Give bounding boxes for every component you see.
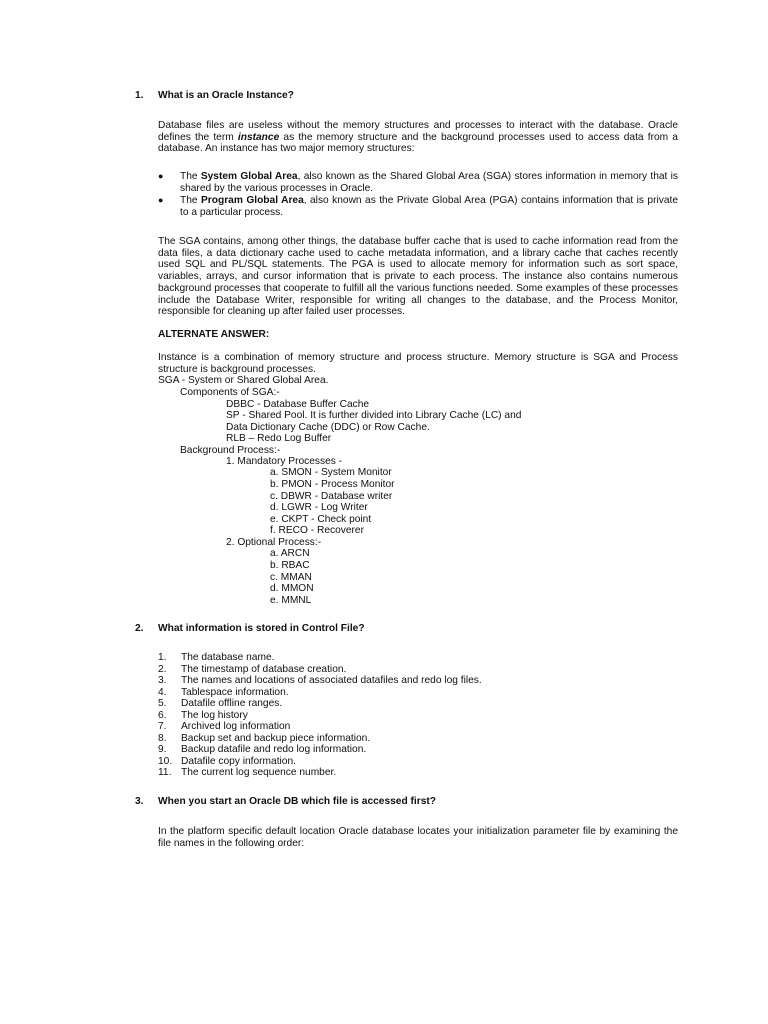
list-item (158, 698, 282, 710)
list-item (158, 652, 274, 664)
list-number: 4. (158, 687, 167, 698)
outline-line: DBBC - Database Buffer Cache (226, 399, 370, 410)
bullet-text: The (180, 171, 201, 182)
outline-line: c. DBWR - Database writer (270, 491, 393, 502)
bullet-text: , also known as the Private Global Area (PGA) contains information that is private to a particular process. (180, 195, 678, 218)
bullet-term: System Global Area (200, 171, 298, 182)
question-number: 1. (135, 90, 144, 101)
outline-line: a. ARCN (270, 548, 310, 559)
q1-intro-paragraph (158, 120, 678, 155)
list-text: The names and locations of associated datafiles and redo log files. (181, 675, 482, 686)
outline-line: Background Process:- (180, 445, 281, 456)
outline-line: f. RECO - Recoverer (270, 525, 364, 536)
question-title: When you start an Oracle DB which file is accessed first? (158, 796, 436, 807)
intro-term: instance (237, 131, 280, 143)
list-item (158, 744, 366, 756)
list-item (158, 664, 346, 676)
outline-line: b. PMON - Process Monitor (270, 479, 395, 490)
list-text: Archived log information (181, 721, 291, 732)
list-item (158, 687, 289, 699)
outline-line: 1. Mandatory Processes - (226, 456, 343, 467)
alternate-answer-heading: ALTERNATE ANSWER: (158, 329, 270, 340)
list-text: The timestamp of database creation. (181, 664, 347, 675)
bullet-text: The (180, 195, 201, 206)
bullet-term: Program Global Area (201, 195, 304, 206)
outline-line: SGA - System or Shared Global Area. (158, 375, 329, 386)
list-item (158, 710, 248, 722)
list-item (158, 756, 296, 768)
outline-line: Data Dictionary Cache (DDC) or Row Cache. (226, 422, 430, 433)
intro-text: Database files are useless without the memory structures and processes to interact with the database. Oracle defines the term (158, 120, 678, 143)
bullet-text: , also known as the Shared Global Area (SGA) stores information in memory that is shared by the various processes in Oracle. (180, 171, 678, 194)
outline-line: e. CKPT - Check point (270, 514, 372, 525)
list-number: 3. (158, 675, 167, 686)
list-text: Backup datafile and redo log information. (181, 744, 367, 755)
outline-line: RLB – Redo Log Buffer (226, 433, 332, 444)
list-item (158, 721, 290, 733)
q3-paragraph: In the platform specific default location Oracle database locates your initialization parameter file by examining the file names in the following order: (158, 826, 678, 849)
list-item (158, 675, 482, 687)
outline-line: c. MMAN (270, 572, 312, 583)
list-item (158, 733, 370, 745)
question-number: 3. (135, 796, 144, 807)
list-text: Datafile copy information. (181, 756, 296, 767)
list-number: 10. (158, 756, 173, 767)
list-number: 5. (158, 698, 167, 709)
outline-line: SP - Shared Pool. It is further divided into Library Cache (LC) and (226, 410, 522, 421)
outline-line: d. MMON (270, 583, 314, 594)
list-text: Tablespace information. (181, 687, 289, 698)
outline-line: 2. Optional Process:- (226, 537, 322, 548)
list-text: The log history (181, 710, 248, 721)
outline-line: d. LGWR - Log Writer (270, 502, 368, 513)
bullet-icon: ● (158, 171, 164, 181)
list-number: 1. (158, 652, 167, 663)
list-text: The current log sequence number. (181, 767, 337, 778)
question-title: What is an Oracle Instance? (158, 90, 294, 101)
bullet-icon: ● (158, 195, 164, 205)
alternate-answer-paragraph: Instance is a combination of memory structure and process structure. Memory structure is SGA and Process structure is background processes. (158, 352, 678, 375)
outline-line: b. RBAC (270, 560, 310, 571)
intro-text: as the memory structure and the background processes used to access data from a database. An instance has two major memory structures: (158, 131, 678, 155)
list-number: 6. (158, 710, 167, 721)
sga-paragraph: The SGA contains, among other things, the database buffer cache that is used to cache information read from the data files, a data dictionary cache used to cache metadata information, and a library cache that caches recently used SQL and PL/SQL statements. The PGA is used to allocate memory for information such as sort space, variables, arrays, and cursor information that is private to each process. The instance also contains numerous background processes that cooperate to fulfill all the various functions needed. Some examples of these processes include the Database Writer, responsible for writing all changes to the database, and the Process Monitor, responsible for cleaning up after failed user processes. (158, 236, 678, 318)
list-text: Datafile offline ranges. (181, 698, 283, 709)
list-number: 9. (158, 744, 167, 755)
list-text: Backup set and backup piece information. (181, 733, 371, 744)
list-number: 2. (158, 664, 167, 675)
question-number: 2. (135, 623, 144, 634)
outline-line: Components of SGA:- (180, 387, 280, 398)
list-number: 11. (158, 767, 172, 778)
list-item (158, 767, 336, 779)
outline-line: e. MMNL (270, 595, 312, 606)
list-number: 7. (158, 721, 167, 732)
question-title: What information is stored in Control File? (158, 623, 365, 634)
outline-line: a. SMON - System Monitor (270, 467, 392, 478)
list-text: The database name. (181, 652, 275, 663)
list-number: 8. (158, 733, 167, 744)
